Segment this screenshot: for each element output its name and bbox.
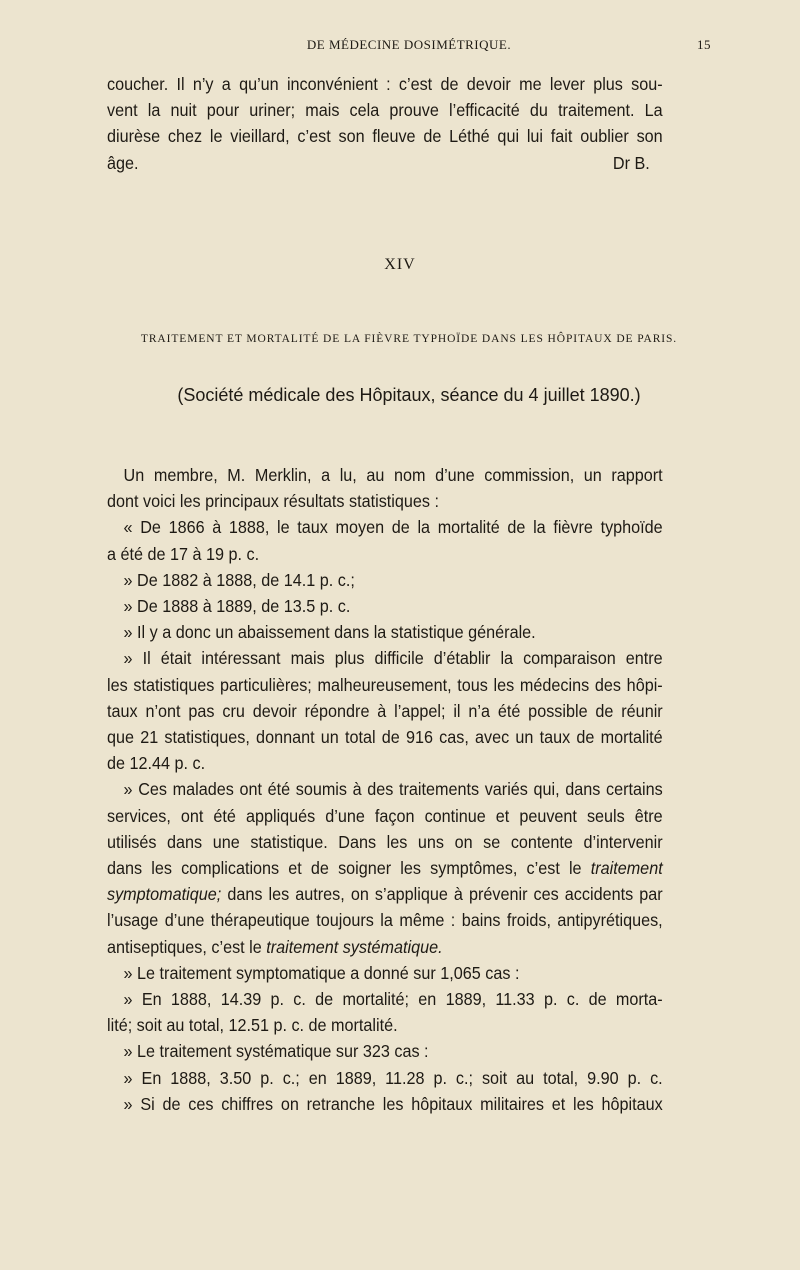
text-line: » Si de ces chiffres on retranche les hôpitaux militaires et les hôpitaux [123, 1093, 663, 1114]
text-line: dans les complications et de soigner les symptômes, c’est le [107, 858, 582, 879]
text-line: » Il était intéressant mais plus difficile d’établir la comparaison entre [123, 648, 663, 669]
italic-term-rest: symptomatique; [107, 884, 222, 905]
text-line: Un membre, M. Merklin, a lu, au nom d’une commission, un rapport [123, 465, 663, 485]
text-line: » Il y a donc un abaissement dans la statistique générale. [123, 622, 536, 643]
text-line: services, ont été appliqués d’une façon continue et peuvent seuls être [107, 805, 663, 826]
text-line: » De 1888 à 1889, de 13.5 p. c. [123, 596, 351, 617]
text-line: lité; soit au total, 12.51 p. c. de mortalité. [107, 1015, 398, 1036]
text-line: » De 1882 à 1888, de 14.1 p. c.; [123, 569, 355, 590]
italic-term-visible: traitement [590, 858, 663, 879]
text-line: » En 1888, 3.50 p. c.; en 1889, 11.28 p. c.; soit au total, 9.90 p. c. [123, 1067, 663, 1088]
text-line: âge. [107, 152, 139, 173]
running-title: DE MÉDECINE DOSIMÉTRIQUE. [306, 37, 512, 52]
italic-term: traitement systématique. [266, 936, 443, 957]
section-title: TRAITEMENT ET MORTALITÉ DE LA FIÈVRE TYPHOÏDE DANS LES HÔPITAUX DE PARIS. [140, 333, 678, 345]
page-number: 15 [697, 37, 711, 52]
text-line: vent la nuit pour uriner; mais cela prouve l’efficacité du traitement. La [107, 100, 663, 121]
text-line: « De 1866 à 1888, le taux moyen de la mortalité de la fièvre typhoïde [123, 517, 663, 538]
text-line: utilisés dans une statistique. Dans les uns on se contente d’intervenir [107, 831, 663, 852]
text-line: que 21 statistiques, donnant un total de 916 cas, avec un taux de mortalité [107, 727, 663, 748]
text-line: dont voici les principaux résultats statistiques : [107, 491, 439, 512]
text-line: les statistiques particulières; malheureusement, tous les médecins des hôpi- [107, 674, 663, 695]
text-line: l’usage d’une thérapeutique toujours la même : bains froids, antipyrétiques, [107, 910, 663, 931]
section-subtitle: (Société médicale des Hôpitaux, séance du 4 juillet 1890.) [177, 385, 641, 405]
text-line: diurèse chez le vieillard, c’est son fleuve de Léthé qui lui fait oublier son [107, 126, 663, 147]
text-line: taux n’ont pas cru devoir répondre à l’appel; il n’a été possible de réunir [107, 700, 663, 721]
text-line: » Le traitement symptomatique a donné sur 1,065 cas : [123, 962, 520, 983]
section-number: XIV [384, 256, 416, 273]
text-line: dans les autres, on s’applique à prévenir ces accidents par [227, 884, 663, 905]
report-body [107, 462, 663, 1117]
text-line: antiseptiques, c’est le [107, 936, 262, 957]
text-line: coucher. Il n’y a qu’un inconvénient : c’est de devoir me lever plus sou- [107, 74, 663, 94]
text-line: » Ces malades ont été soumis à des traitements variés qui, dans certains [123, 779, 663, 800]
intro-paragraph [107, 71, 663, 176]
text-line: » En 1888, 14.39 p. c. de mortalité; en 1889, 11.33 p. c. de morta- [123, 989, 663, 1010]
text-line: » Le traitement systématique sur 323 cas : [123, 1041, 429, 1062]
text-line: de 12.44 p. c. [107, 753, 206, 774]
text-line: a été de 17 à 19 p. c. [107, 543, 260, 564]
signature: Dr B. [612, 152, 650, 173]
